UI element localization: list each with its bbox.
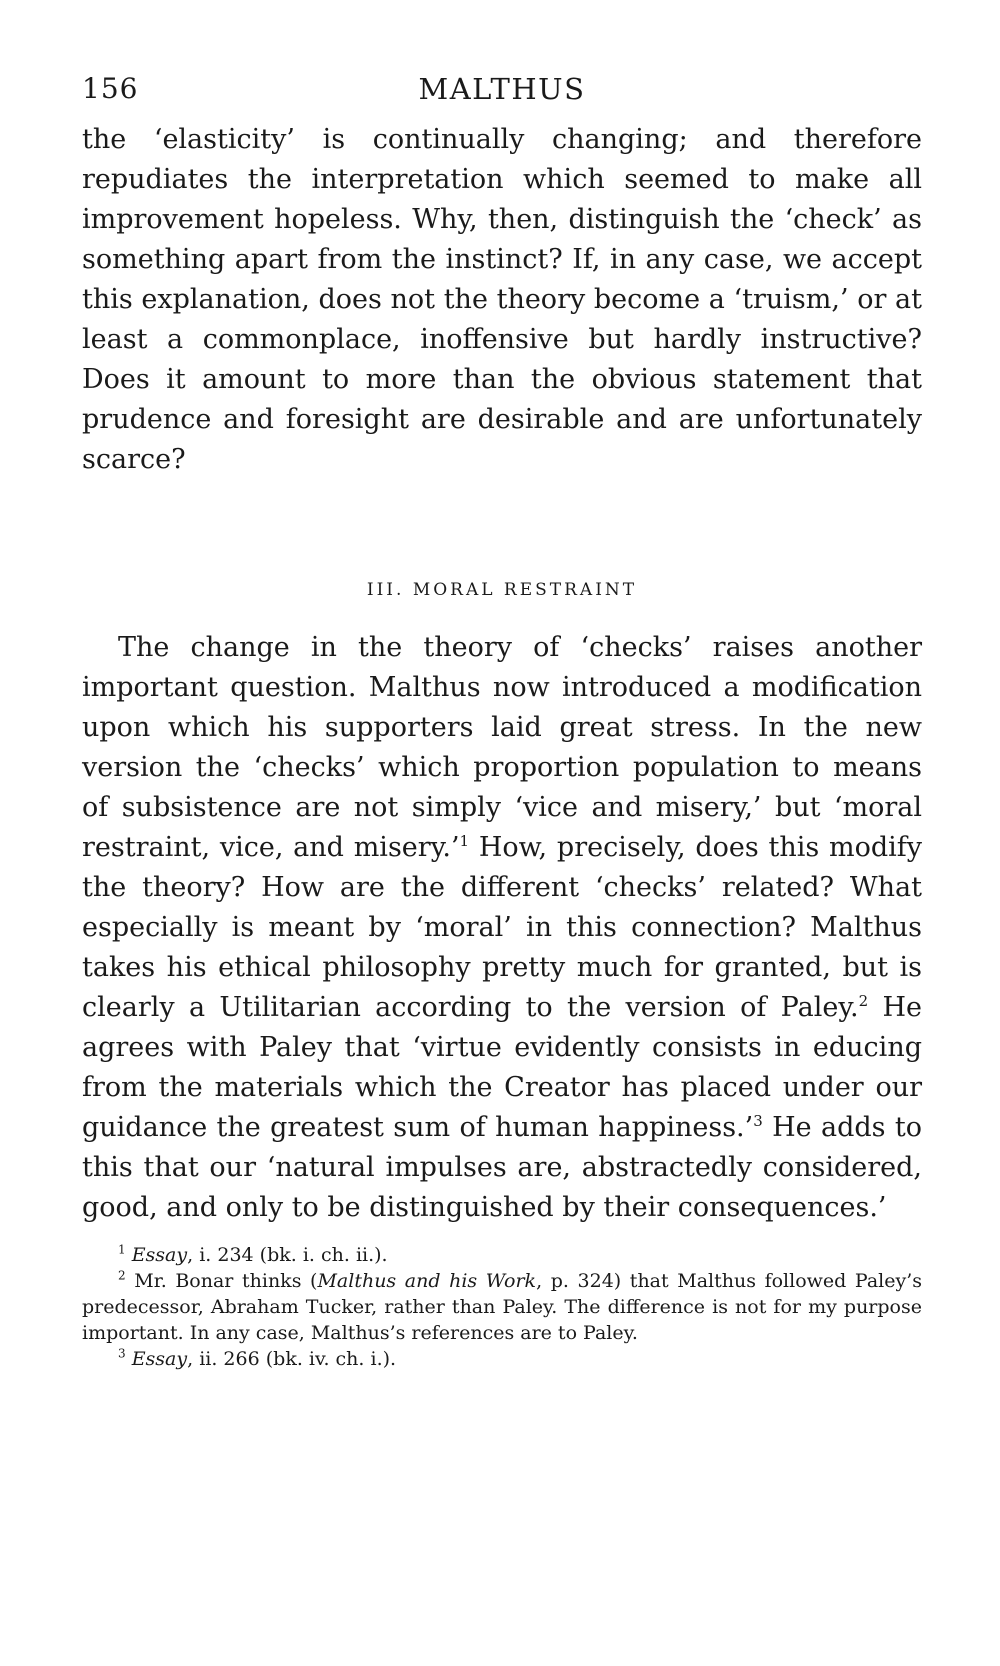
footnote-text: , ii. 266 (bk. iv. ch. i.).: [187, 1348, 397, 1370]
paragraph-text: He adds to this that our ‘natural impulses are, abstractedly considered, good, and only to be distinguished by their consequences.’: [82, 1112, 922, 1223]
footnote-title: Essay: [131, 1244, 188, 1266]
footnote-reference: 3: [753, 1112, 763, 1130]
page-number: 156: [82, 72, 139, 105]
paragraph-text: How, precisely, does this modify the theory? How are the different ‘checks’ related? What especially is meant by ‘moral’ in this connection? Malthus takes his ethical philosophy pretty much for granted, but is clearly a Utilitarian according to the version of Paley.: [82, 832, 923, 1023]
running-title: MALTHUS: [418, 72, 586, 106]
paragraph-moral-restraint: [82, 628, 922, 1228]
section-heading: III. MORAL RESTRAINT: [366, 580, 638, 600]
book-page: [82, 70, 922, 1372]
paragraph-text: The change in the theory of ‘checks’ raises another important question. Malthus now introduced a modification upon which his supporters laid great stress. In the new version the ‘checks’ which proportion population to means of subsistence are not simply ‘vice and misery,’ but ‘moral restraint, vice, and misery.’: [82, 632, 922, 863]
footnotes: [82, 1242, 922, 1372]
footnote-text: , i. 234 (bk. i. ch. ii.).: [187, 1244, 388, 1266]
footnote-mark: 1: [118, 1242, 126, 1257]
footnote-reference: 2: [858, 992, 869, 1010]
paragraph-text: He agrees with Paley that ‘virtue evidently consists in educing from the materials which the Creator has placed under our guidance the greatest sum of human happiness.’: [82, 992, 922, 1143]
footnote-mark: 2: [118, 1268, 126, 1283]
footnote-title: Malthus and his Work: [317, 1270, 537, 1292]
footnote: [82, 1346, 922, 1372]
footnote: [82, 1242, 922, 1268]
footnote-title: Essay: [131, 1348, 188, 1370]
footnote: [82, 1268, 922, 1346]
footnote-text: , p. 324) that Malthus followed Paley’s predecessor, Abraham Tucker, rather than Paley. The difference is not for my purpose important. In any case, Malthus’s references are to Paley.: [82, 1270, 923, 1344]
footnote-reference: 1: [459, 832, 470, 850]
running-head: [82, 70, 922, 120]
paragraph-continuation: the ‘elasticity’ is continually changing; and therefore repudiates the interpretation which seemed to make all improvement hopeless. Why, then, distinguish the ‘check’ as something apart from the instinct? If, in any case, we accept this explanation, does not the theory become a ‘truism,’ or at least a commonplace, inoffensive but hardly instructive? Does it amount to more than the obvious statement that prudence and foresight are desirable and are unfortunately scarce?: [82, 124, 922, 475]
footnote-text: Mr. Bonar thinks (: [125, 1270, 318, 1292]
footnote-mark: 3: [118, 1346, 126, 1361]
